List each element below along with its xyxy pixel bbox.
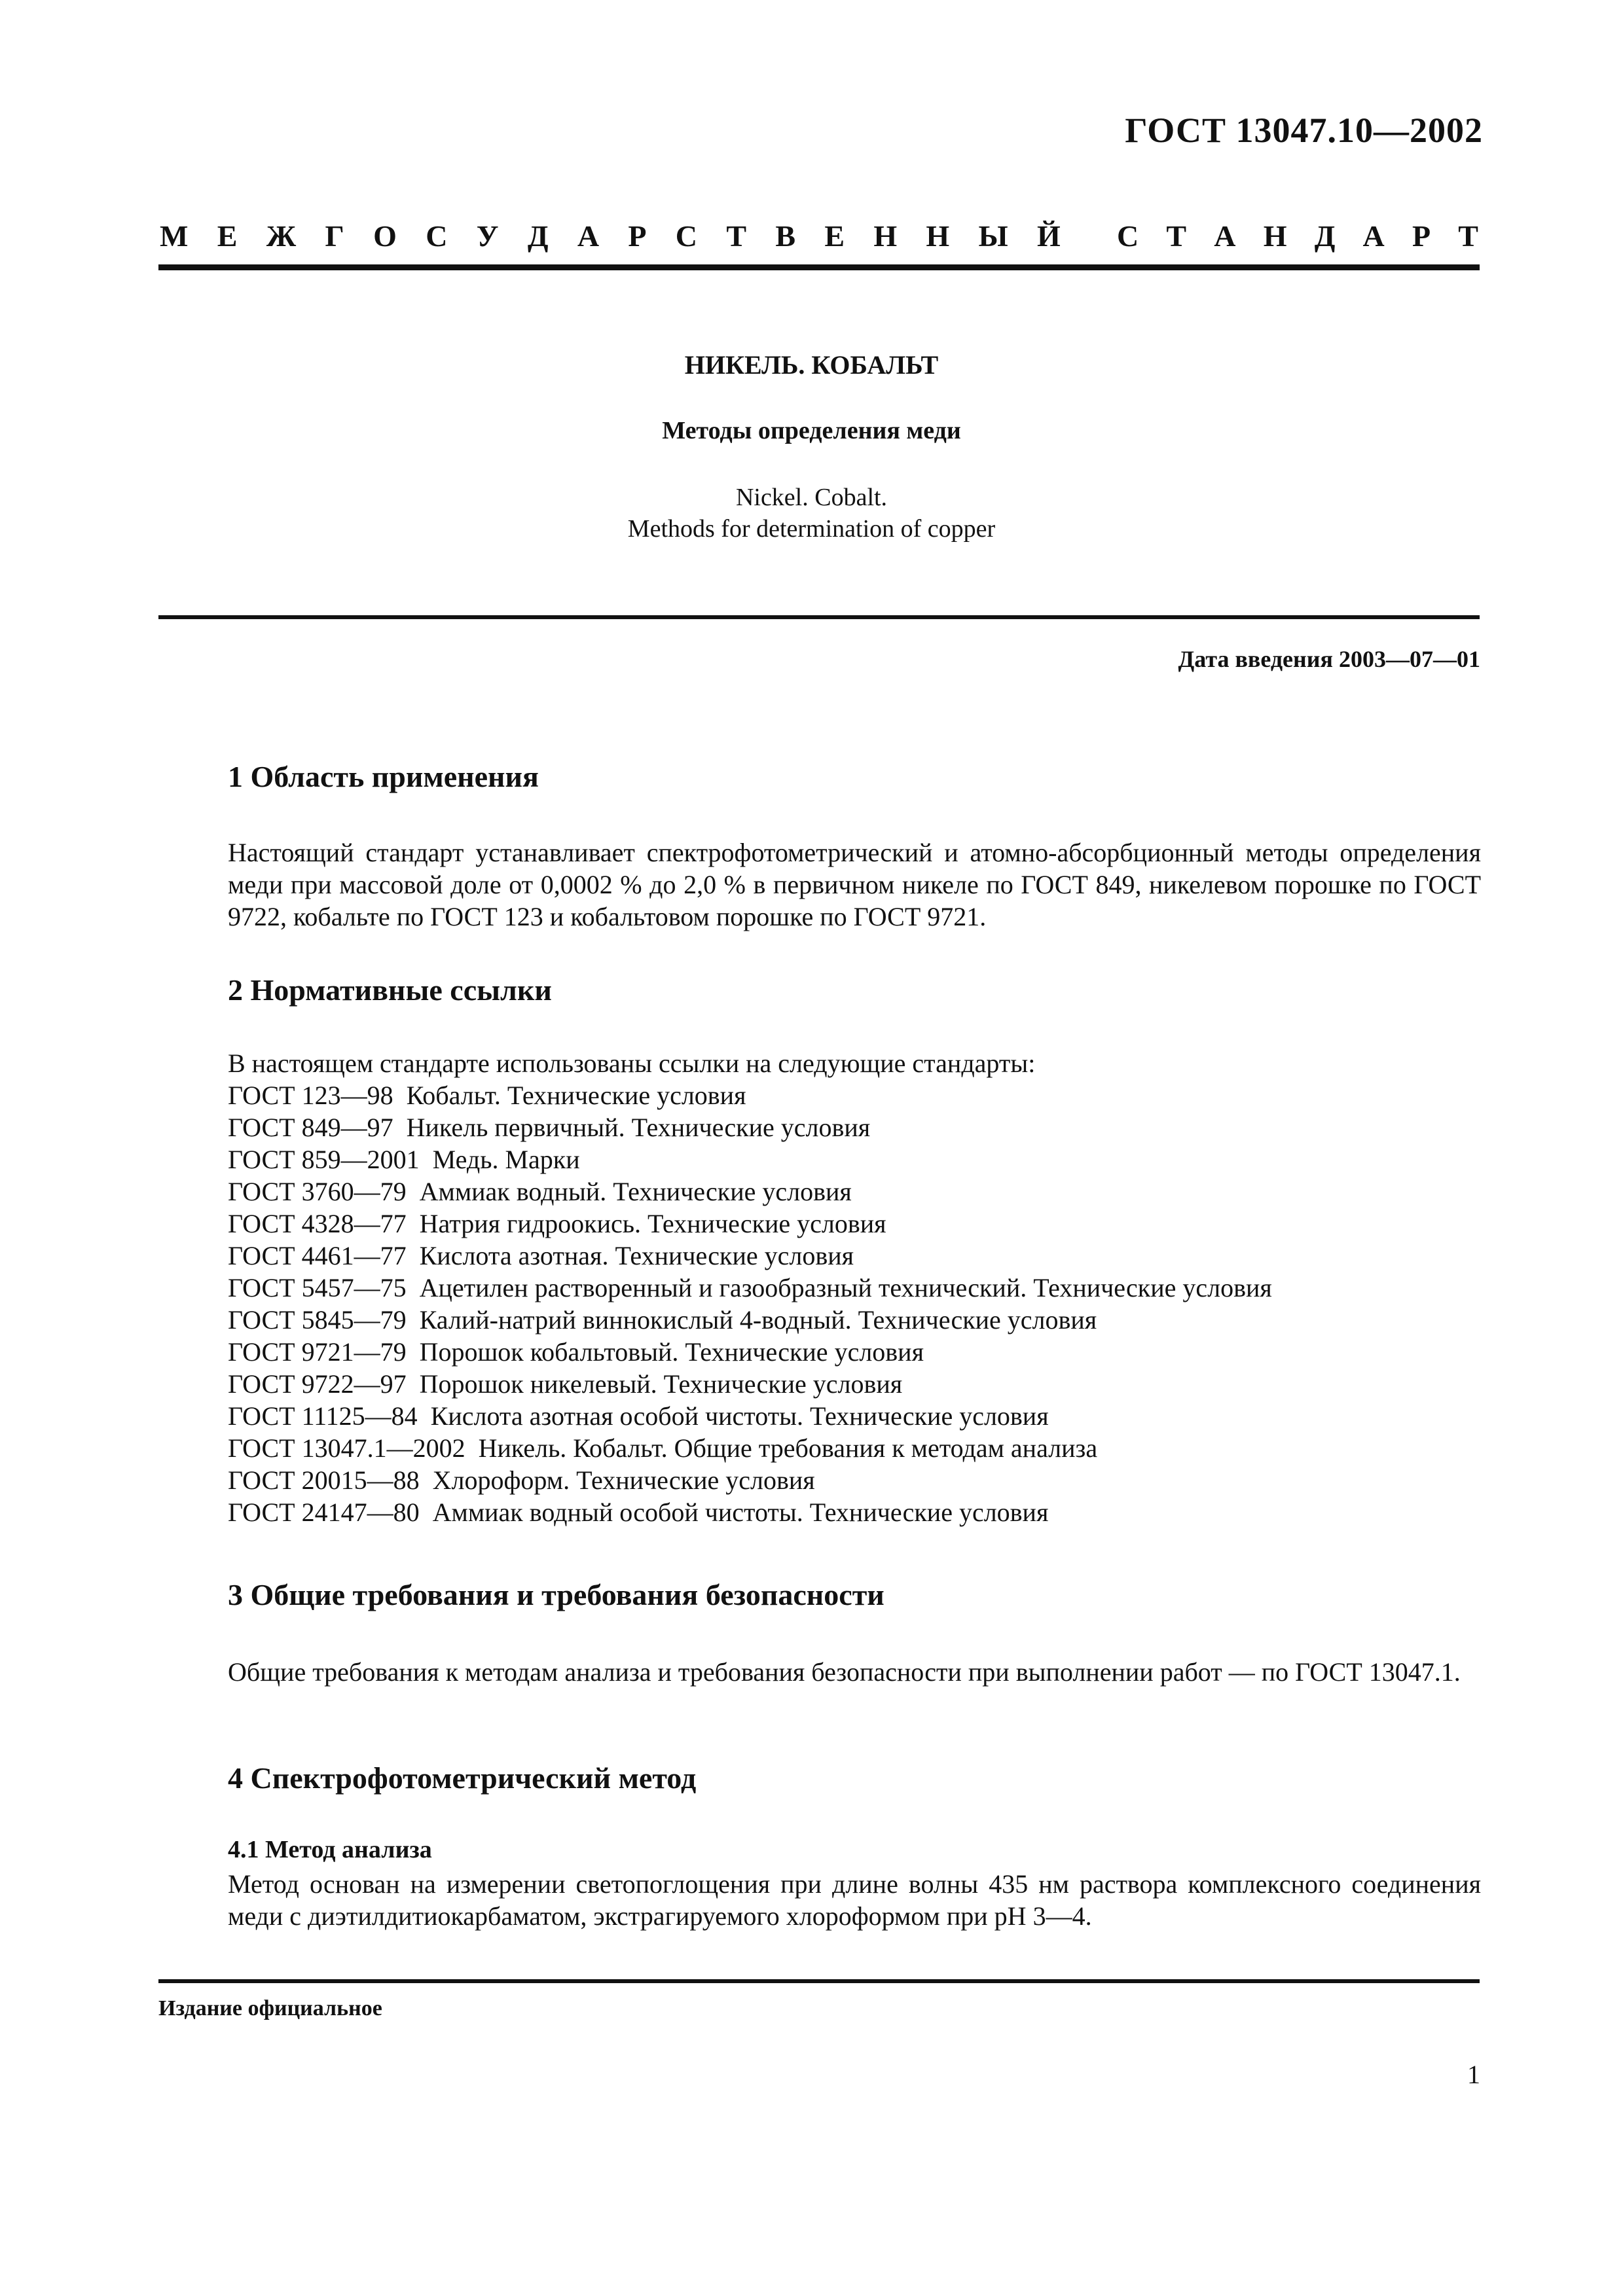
reference-item: ГОСТ 5457—75 Ацетилен растворенный и газообразный технический. Технические условия	[228, 1273, 1272, 1302]
banner-letter: Н	[873, 219, 898, 253]
section-2-heading: 2 Нормативные ссылки	[228, 973, 552, 1007]
section-1-text	[157, 836, 1481, 933]
normative-references-list	[228, 1047, 1272, 1528]
document-title: НИКЕЛЬ. КОБАЛЬТ	[684, 350, 939, 380]
banner-letter: Т	[1458, 219, 1478, 253]
banner-letter: Н	[1263, 219, 1287, 253]
subsection-4-1-heading: 4.1 Метод анализа	[228, 1836, 432, 1863]
official-edition-label: Издание официальное	[158, 1996, 382, 2020]
banner-letter: Д	[527, 219, 549, 253]
banner-letter: Т	[1166, 219, 1187, 253]
references-intro: В настоящем стандарте использованы ссылки на следующие стандарты:	[228, 1049, 1036, 1078]
banner-letter: У	[476, 219, 499, 253]
reference-item: ГОСТ 849—97 Никель первичный. Технические условия	[228, 1113, 871, 1142]
reference-item: ГОСТ 4461—77 Кислота азотная. Технические условия	[228, 1241, 854, 1270]
banner-letter: Е	[824, 219, 845, 253]
banner-letter: С	[1117, 219, 1139, 253]
section-4-heading: 4 Спектрофотометрический метод	[228, 1761, 697, 1795]
banner-letter: А	[1214, 219, 1236, 253]
banner-letter: О	[373, 219, 397, 253]
section-3-text	[157, 1656, 1481, 1688]
banner-letter: Й	[1037, 219, 1061, 253]
header-rule	[158, 264, 1480, 270]
title-rule	[158, 615, 1480, 619]
banner-letter: А	[577, 219, 600, 253]
reference-item: ГОСТ 11125—84 Кислота азотная особой чистоты. Технические условия	[228, 1401, 1049, 1431]
english-title-line1: Nickel. Cobalt.	[735, 484, 888, 511]
standard-code: ГОСТ 13047.10—2002	[1125, 111, 1483, 150]
section-1-heading: 1 Область применения	[228, 760, 539, 793]
section-1-paragraph: Настоящий стандарт устанавливает спектрофотометрический и атомно-абсорбционный методы определения меди при массовой доле от 0,0002 % до 2,0 % в первичном никеле по ГОСТ 849, никелевом порошке по ГОСТ 9722, кобальте по ГОСТ 123 и кобальтовом порошке по ГОСТ 9721.	[228, 838, 1481, 931]
banner-letter: А	[1362, 219, 1385, 253]
section-3-paragraph: Общие требования к методам анализа и требования безопасности при выполнении работ — по ГОСТ 13047.1.	[228, 1657, 1461, 1687]
reference-item: ГОСТ 20015—88 Хлороформ. Технические условия	[228, 1465, 815, 1495]
banner-letter: Ы	[978, 219, 1008, 253]
banner-letter: С	[426, 219, 448, 253]
english-title	[0, 482, 1623, 545]
banner-word-standard	[1117, 219, 1478, 253]
reference-item: ГОСТ 9722—97 Порошок никелевый. Технические условия	[228, 1369, 903, 1399]
reference-item: ГОСТ 4328—77 Натрия гидроокись. Технические условия	[228, 1209, 886, 1238]
banner-letter: Т	[726, 219, 747, 253]
reference-item: ГОСТ 3760—79 Аммиак водный. Технические условия	[228, 1177, 852, 1206]
document-subtitle: Методы определения меди	[662, 417, 961, 444]
reference-item: ГОСТ 859—2001 Медь. Марки	[228, 1145, 580, 1174]
banner-word-interstate	[160, 219, 1061, 253]
banner-letter: С	[675, 219, 698, 253]
reference-item: ГОСТ 24147—80 Аммиак водный особой чистоты. Технические условия	[228, 1498, 1049, 1527]
reference-item: ГОСТ 9721—79 Порошок кобальтовый. Технические условия	[228, 1337, 924, 1367]
banner-letter: Ж	[266, 219, 297, 253]
banner-letter: Н	[926, 219, 950, 253]
banner-letter: Е	[217, 219, 238, 253]
interstate-standard-banner	[160, 219, 1478, 253]
reference-item: ГОСТ 123—98 Кобальт. Технические условия	[228, 1081, 746, 1110]
banner-letter: Р	[628, 219, 647, 253]
section-3-heading: 3 Общие требования и требования безопасности	[228, 1578, 884, 1611]
section-4-1-paragraph: Метод основан на измерении светопоглощения при длине волны 435 нм раствора комплексного соединения меди с диэтилдитиокарбаматом, экстрагируемого хлороформом при рН 3—4.	[228, 1869, 1481, 1931]
reference-item: ГОСТ 5845—79 Калий-натрий виннокислый 4-водный. Технические условия	[228, 1305, 1097, 1335]
section-4-1-text	[157, 1868, 1481, 1932]
banner-letter: Г	[325, 219, 344, 253]
page-number: 1	[1467, 2060, 1480, 2089]
introduction-date: Дата введения 2003—07—01	[1178, 646, 1480, 672]
footer-rule	[158, 1979, 1480, 1983]
banner-letter: Р	[1412, 219, 1431, 253]
banner-letter: Д	[1314, 219, 1336, 253]
english-title-line2: Methods for determination of copper	[627, 515, 996, 543]
reference-item: ГОСТ 13047.1—2002 Никель. Кобальт. Общие требования к методам анализа	[228, 1433, 1098, 1463]
banner-letter: В	[775, 219, 796, 253]
banner-letter: М	[160, 219, 189, 253]
